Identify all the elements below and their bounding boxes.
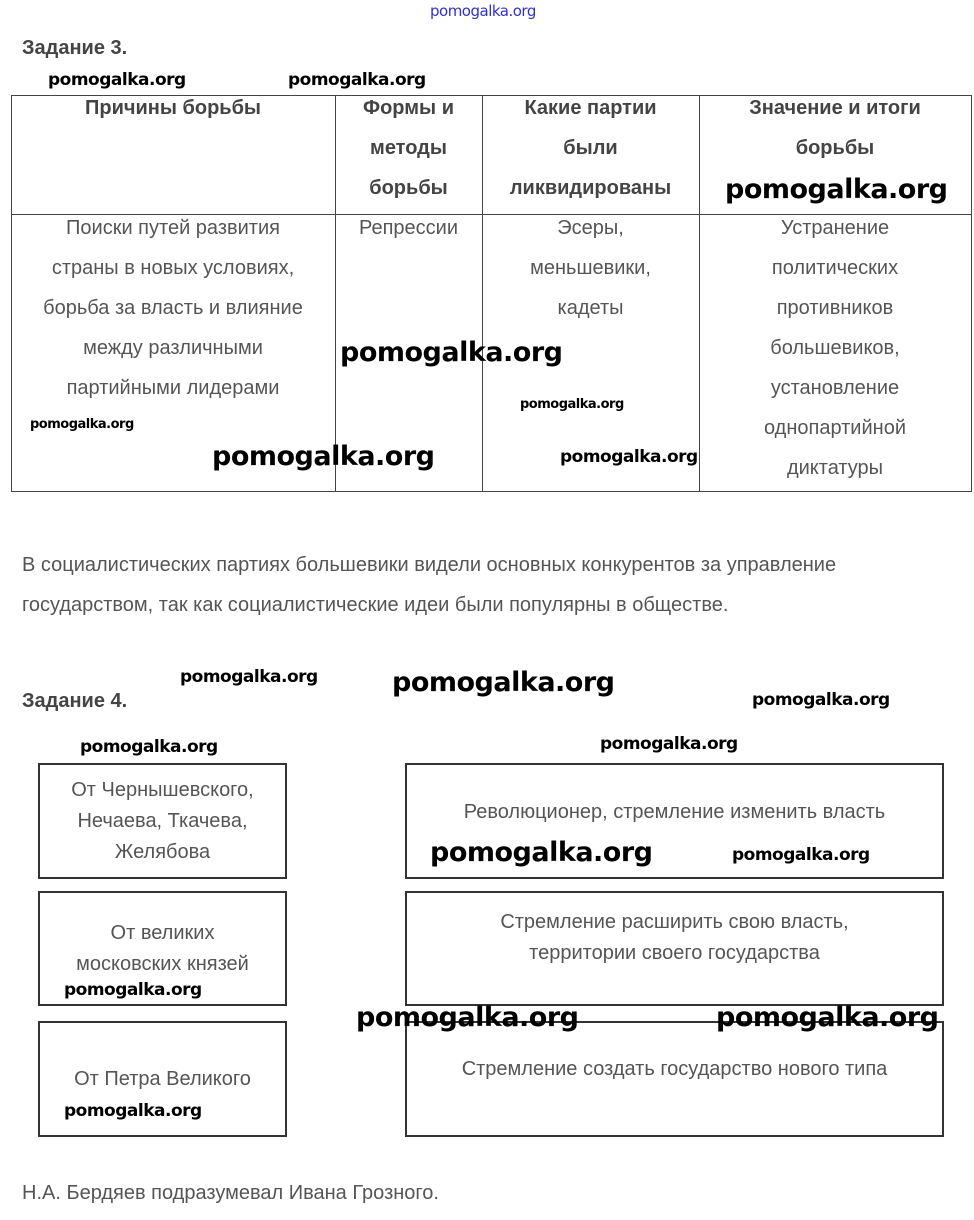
right-box-1: Революционер, стремление изменить власть	[405, 763, 944, 879]
header-methods: Формы и методы борьбы	[363, 97, 454, 199]
table-border	[11, 491, 972, 492]
watermark: pomogalka.org	[356, 1002, 579, 1033]
watermark: pomogalka.org	[430, 837, 653, 868]
watermark: pomogalka.org	[212, 441, 435, 472]
watermark: pomogalka.org	[288, 70, 426, 90]
watermark: pomogalka.org	[80, 737, 218, 757]
left-box-3: От Петра Великого	[38, 1021, 287, 1137]
header-results: Значение и итоги борьбы	[749, 97, 921, 159]
left-box-1: От Чернышевского, Нечаева, Ткачева, Желябова	[38, 763, 287, 879]
right-box-2: Стремление расширить свою власть, территории своего государства	[405, 891, 944, 1006]
cell-causes: Поиски путей развития страны в новых условиях, борьба за власть и влияние между различными партийными лидерами	[43, 217, 303, 399]
task3-paragraph: В социалистических партиях большевики видели основных конкурентов за управление государством, так как социалистические идеи были популярны в обществе.	[22, 554, 837, 616]
cell-methods: Репрессии	[358, 217, 458, 239]
watermark: pomogalka.org	[64, 1101, 202, 1121]
watermark: pomogalka.org	[48, 70, 186, 90]
watermark: pomogalka.org	[180, 667, 318, 687]
table-border	[971, 95, 972, 492]
task4-title: Задание 4.	[22, 690, 128, 712]
task4-footer: Н.А. Бердяев подразумевал Ивана Грозного.	[22, 1182, 439, 1204]
watermark: pomogalka.org	[560, 447, 698, 467]
cell-results: Устранение политических противников большевиков, установление однопартийной диктатуры	[763, 217, 906, 479]
watermark: pomogalka.org	[732, 845, 870, 865]
watermark: pomogalka.org	[725, 174, 948, 205]
watermark: pomogalka.org	[30, 417, 134, 432]
task3-title: Задание 3.	[22, 37, 128, 59]
cell-parties: Эсеры, меньшевики, кадеты	[530, 217, 651, 319]
watermark: pomogalka.org	[752, 690, 890, 710]
header-watermark: pomogalka.org	[430, 2, 536, 20]
watermark: pomogalka.org	[716, 1002, 939, 1033]
header-causes: Причины борьбы	[84, 97, 262, 119]
watermark: pomogalka.org	[600, 734, 738, 754]
watermark: pomogalka.org	[520, 397, 624, 412]
watermark: pomogalka.org	[340, 337, 563, 368]
header-parties: Какие партии были ликвидированы	[509, 97, 672, 199]
right-box-3: Стремление создать государство нового типа	[405, 1021, 944, 1137]
left-box-2: От великих московских князей	[38, 891, 287, 1006]
watermark: pomogalka.org	[392, 667, 615, 698]
watermark: pomogalka.org	[64, 980, 202, 1000]
